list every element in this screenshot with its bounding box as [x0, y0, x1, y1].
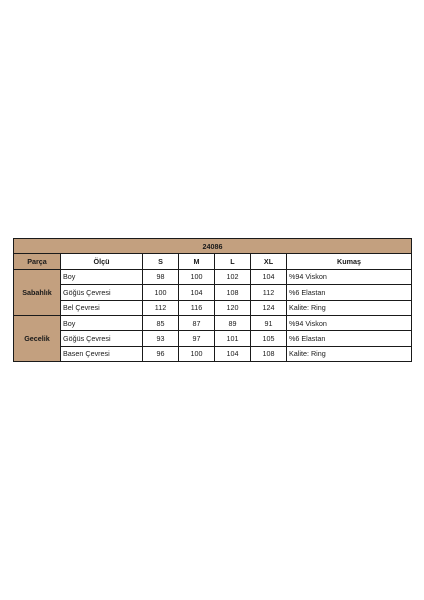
value-cell: 105	[251, 331, 287, 346]
value-cell: 93	[143, 331, 179, 346]
value-cell: 102	[215, 269, 251, 284]
fabric-cell: %94 Viskon	[287, 315, 412, 330]
header-size-m: M	[179, 254, 215, 269]
header-size-xl: XL	[251, 254, 287, 269]
fabric-cell: Kalite: Ring	[287, 346, 412, 361]
value-cell: 85	[143, 315, 179, 330]
header-size-s: S	[143, 254, 179, 269]
fabric-cell: Kalite: Ring	[287, 300, 412, 315]
table-row	[14, 285, 412, 300]
value-cell: 104	[251, 269, 287, 284]
measure-cell: Göğüs Çevresi	[61, 285, 143, 300]
size-table	[13, 238, 412, 362]
value-cell: 120	[215, 300, 251, 315]
fabric-cell: %94 Viskon	[287, 269, 412, 284]
value-cell: 91	[251, 315, 287, 330]
value-cell: 100	[179, 269, 215, 284]
header-fabric: Kumaş	[287, 254, 412, 269]
fabric-cell: %6 Elastan	[287, 331, 412, 346]
table-row	[14, 331, 412, 346]
value-cell: 100	[143, 285, 179, 300]
value-cell: 104	[215, 346, 251, 361]
value-cell: 96	[143, 346, 179, 361]
table-row	[14, 300, 412, 315]
value-cell: 108	[215, 285, 251, 300]
product-code: 24086	[14, 239, 412, 254]
value-cell: 87	[179, 315, 215, 330]
section-label-sabahlik: Sabahlık	[14, 269, 61, 315]
value-cell: 89	[215, 315, 251, 330]
measure-cell: Boy	[61, 315, 143, 330]
value-cell: 108	[251, 346, 287, 361]
section-label-gecelik: Gecelik	[14, 315, 61, 361]
header-size-l: L	[215, 254, 251, 269]
measure-cell: Göğüs Çevresi	[61, 331, 143, 346]
value-cell: 104	[179, 285, 215, 300]
value-cell: 112	[251, 285, 287, 300]
header-measure: Ölçü	[61, 254, 143, 269]
code-row	[14, 239, 412, 254]
header-part: Parça	[14, 254, 61, 269]
value-cell: 100	[179, 346, 215, 361]
table-row	[14, 315, 412, 330]
measure-cell: Boy	[61, 269, 143, 284]
value-cell: 112	[143, 300, 179, 315]
table-row	[14, 269, 412, 284]
value-cell: 101	[215, 331, 251, 346]
value-cell: 97	[179, 331, 215, 346]
value-cell: 98	[143, 269, 179, 284]
measure-cell: Bel Çevresi	[61, 300, 143, 315]
value-cell: 124	[251, 300, 287, 315]
table-row	[14, 346, 412, 361]
value-cell: 116	[179, 300, 215, 315]
header-row	[14, 254, 412, 269]
measure-cell: Basen Çevresi	[61, 346, 143, 361]
fabric-cell: %6 Elastan	[287, 285, 412, 300]
